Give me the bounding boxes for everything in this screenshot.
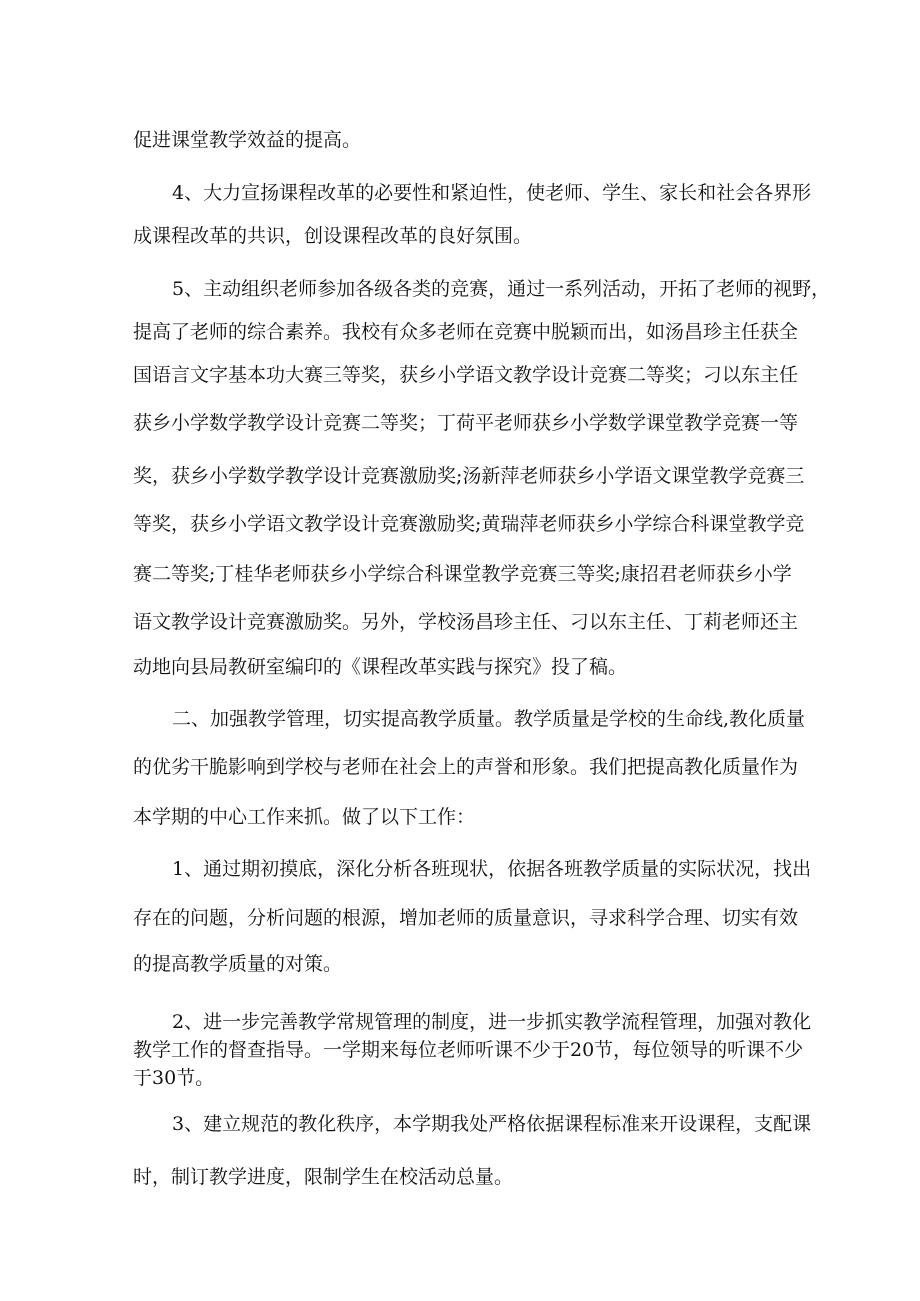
line-text: 本学期的中心工作来抓。做了以下工作：	[133, 806, 476, 828]
line-text: 于30节。	[133, 1067, 215, 1089]
line-text: 动地向县局教研室编印的《课程改革实践与探究》投了稿。	[133, 656, 628, 678]
line-text: 4、大力宣扬课程改革的必要性和紧迫性，使老师、学生、家长和社会各界形	[172, 182, 812, 204]
line-text: 等奖，获乡小学语文教学设计竞赛激励奖;黄瑞萍老师获乡小学综合科课堂教学竞	[133, 513, 805, 535]
line-text: 3、建立规范的教化秩序，本学期我处严格依据课程标准来开设课程，支配课	[172, 1113, 812, 1135]
line-text: 语文教学设计竞赛激励奖。另外，学校汤昌珍主任、刁以东主任、丁莉老师还主	[133, 611, 799, 633]
line-text: 2、进一步完善教学常规管理的制度，进一步抓实教学流程管理，加强对教化	[172, 1011, 812, 1033]
line-text: 成课程改革的共识，创设课程改革的良好氛围。	[133, 225, 533, 247]
line-text: 获乡小学数学教学设计竞赛二等奖；丁荷平老师获乡小学数学课堂教学竞赛一等	[133, 412, 799, 434]
line-text: 的提高教学质量的对策。	[133, 953, 343, 975]
line-text: 时，制订教学进度，限制学生在校活动总量。	[133, 1166, 514, 1188]
line-text: 奖，获乡小学数学教学设计竞赛激励奖;汤新萍老师获乡小学语文课堂教学竞赛三	[133, 465, 805, 487]
line-text: 5、主动组织老师参加各级各类的竞赛，通过一系列活动，开拓了老师的视野，	[172, 278, 831, 300]
line-text: 国语言文字基本功大赛三等奖，获乡小学语文教学设计竞赛二等奖；刁以东主任	[133, 364, 799, 386]
line-text: 促进课堂教学效益的提高。	[133, 129, 362, 151]
line-text: 存在的问题，分析问题的根源，增加老师的质量意识，寻求科学合理、切实有效	[133, 907, 799, 929]
line-text: 赛二等奖;丁桂华老师获乡小学综合科课堂教学竞赛三等奖;康招君老师获乡小学	[133, 563, 792, 585]
line-text: 的优劣干脆影响到学校与老师在社会上的声誉和形象。我们把提高教化质量作为	[133, 756, 799, 778]
line-text: 教学工作的督查指导。一学期来每位老师听课不少于20节，每位领导的听课不少	[133, 1039, 804, 1061]
line-text: 1、通过期初摸底，深化分析各班现状，依据各班教学质量的实际状况，找出	[172, 858, 812, 880]
line-text: 二、加强教学管理，切实提高教学质量。教学质量是学校的生命线,教化质量	[172, 708, 806, 730]
line-text: 提高了老师的综合素养。我校有众多老师在竞赛中脱颖而出，如汤昌珍主任获全	[133, 321, 799, 343]
